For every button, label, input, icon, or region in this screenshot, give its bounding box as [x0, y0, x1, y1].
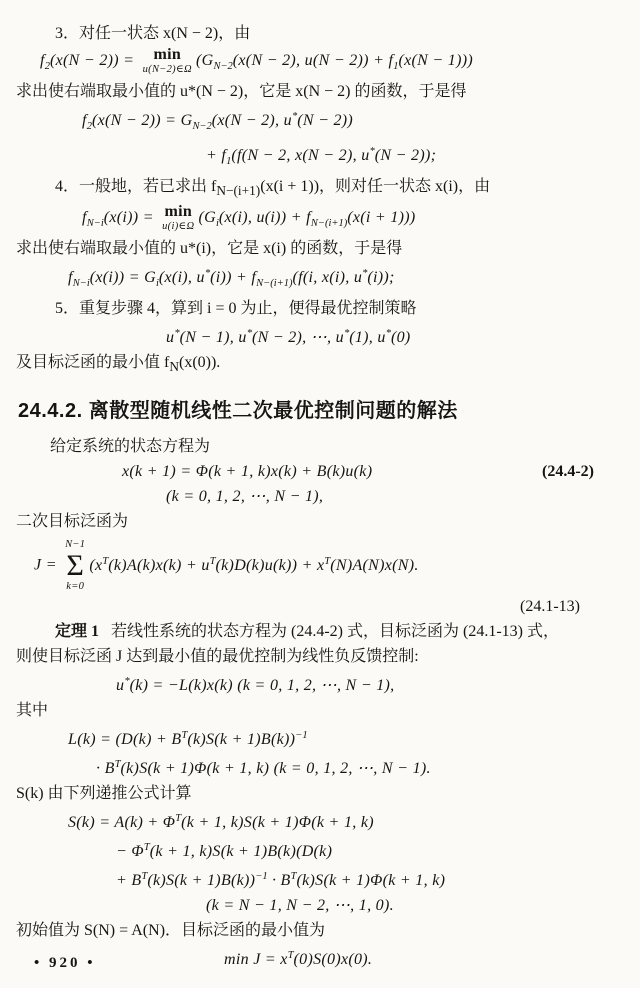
- body-text: 及目标泛函的最小值 $f_N(x(0))$.: [16, 354, 221, 375]
- operator-symbol: Σ: [66, 549, 85, 583]
- math-formula: u*(N − 1), u*(N − 2), ⋯, u*(1), u*(0): [166, 328, 411, 347]
- math-formula: · $B^T(k)S(k + 1)\Phi(k + 1$, k) (k = 0, 1, 2, ⋯, N − 1).: [96, 759, 431, 778]
- body-text: 二次目标泛函为: [16, 513, 129, 531]
- equation-number: (24.1-13): [520, 598, 580, 616]
- operator-prefix: $f_{N-i}(x(i))$ =: [82, 209, 159, 230]
- numbered-step: 4．一般地，若已求出 $f_{N-(i+1)}(x(i + 1))$，则对任一状态 x(i)，由: [55, 178, 491, 199]
- operator-argument: ($G_{N-2}(x(N - 2)$, $u(N - 2)) + f_1(x(N - 1))$): [195, 52, 473, 73]
- sum-formula: [34, 539, 624, 593]
- sigma-operator: [65, 539, 85, 593]
- body-text: 其中: [16, 702, 49, 720]
- math-formula: $\min J = x^T(0)S(0)x(0)$.: [224, 950, 373, 969]
- math-formula: u*(k) = −L(k)x(k) (k = 0, 1, 2, ⋯, N − 1),: [116, 676, 395, 695]
- body-text: 若线性系统的状态方程为 (24.4-2) 式，目标泛函为 (24.1-13) 式，: [111, 623, 559, 641]
- math-formula: $L(k) = (D(k) + B^T(k)S(k + 1)B(k))^{-1}$: [68, 730, 308, 749]
- math-formula: $f_2(x(N - 2)) = G_{N-2}(x(N - 2)$, u*(N − 2)): [82, 111, 354, 133]
- operator-upper-limit: N−1: [65, 539, 86, 551]
- operator-symbol: min: [153, 46, 182, 63]
- body-text: 求出使右端取最小值的 u*(i)，它是 x(i) 的函数，于是得: [16, 240, 403, 258]
- operator-argument: ($G_i(x(i)$, $u(i)) + f_{N-(i+1)}(x(i + 1))$): [198, 209, 416, 230]
- min-formula: [40, 47, 624, 78]
- body-text: 给定系统的状态方程为: [50, 438, 211, 456]
- operator-lower-limit: u(N−2)∈Ω: [142, 63, 192, 75]
- math-formula: + $f_1(f(N - 2$, x(N − 2), u*(N − 2));: [206, 146, 437, 168]
- page-number: • 920 •: [34, 955, 96, 971]
- math-formula: (k = 0, 1, 2, ⋯, N − 1),: [166, 488, 324, 506]
- operator-prefix: J =: [34, 556, 62, 574]
- body-text: 则使目标泛函 J 达到最小值的最优控制为线性负反馈控制:: [16, 648, 419, 666]
- operator-argument: $(x^T(k)A(k)x(k) + u^T(k)D(k)u(k)) + x^T(N)A(N)x(N)$.: [89, 555, 419, 574]
- math-formula: (k = N − 1, N − 2, ⋯, 1, 0).: [206, 897, 394, 915]
- body-text: S(k) 由下列递推公式计算: [16, 785, 192, 803]
- equation-number: (24.4-2): [542, 463, 594, 481]
- section-heading: 24.4.2. 离散型随机线性二次最优控制问题的解法: [18, 400, 458, 423]
- numbered-step: 3．对任一状态 x(N − 2)，由: [55, 25, 251, 42]
- min-formula: [82, 204, 624, 235]
- theorem-paragraph: [55, 620, 624, 643]
- min-operator: [162, 204, 194, 233]
- numbered-step: 5．重复步骤 4，算到 i = 0 为止，便得最优控制策略: [55, 300, 417, 318]
- body-text: 求出使右端取最小值的 u*(N − 2)，它是 x(N − 2) 的函数，于是得: [16, 83, 467, 101]
- operator-prefix: $f_2(x(N - 2))$ =: [40, 52, 139, 73]
- min-operator: [143, 47, 192, 76]
- math-formula: $f_{N-i}(x(i)) = G_i(x(i)$, $u^*(i)) + f_{N-(i+1)}(f(i$, x(i), u*(i));: [68, 268, 395, 290]
- operator-symbol: min: [164, 203, 193, 221]
- math-formula: − $\Phi^T(k + 1$, k)S(k + 1)B(k)(D(k): [116, 842, 333, 861]
- theorem-label: 定理 1: [55, 623, 100, 641]
- body-text: 初始值为 S(N) = A(N)．目标泛函的最小值为: [16, 922, 326, 940]
- page-content: [10, 22, 624, 971]
- math-formula: + $B^T(k)S(k + 1)B(k))^{-1} \cdot B^T(k)S(k + 1)\Phi(k + 1$, k): [116, 871, 446, 890]
- math-formula: $S(k) = A(k) + \Phi^T(k + 1$, k)S(k + 1)Φ(k + 1, k): [68, 813, 374, 832]
- operator-lower-limit: k=0: [66, 581, 85, 593]
- state-equation-row: [10, 460, 624, 483]
- math-formula: x(k + 1) = Φ(k + 1, k)x(k) + B(k)u(k): [122, 463, 373, 481]
- operator-lower-limit: u(i)∈Ω: [162, 220, 195, 232]
